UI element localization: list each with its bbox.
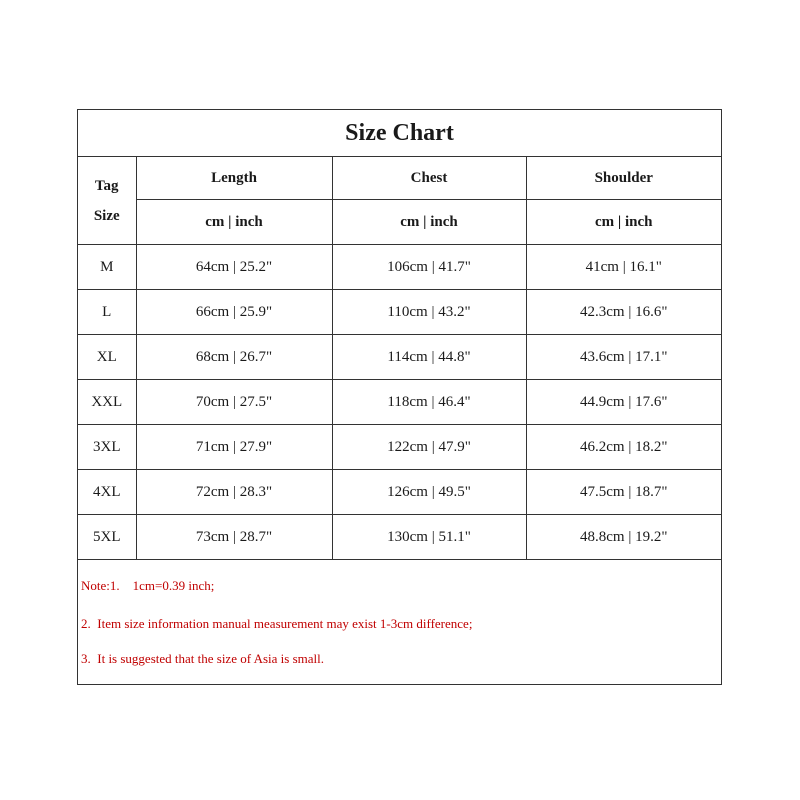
header-row xyxy=(78,157,721,200)
table-row xyxy=(78,245,721,290)
tag-size-header-line2: Size xyxy=(93,207,120,224)
shoulder-cell: 42.3cm | 16.6" xyxy=(526,290,721,335)
chest-cell: 106cm | 41.7" xyxy=(332,245,526,290)
chest-cell: 122cm | 47.9" xyxy=(332,425,526,470)
length-cell: 71cm | 27.9" xyxy=(136,425,332,470)
chest-cell: 114cm | 44.8" xyxy=(332,335,526,380)
shoulder-cell: 43.6cm | 17.1" xyxy=(526,335,721,380)
size-cell: L xyxy=(78,290,136,335)
chart-title: Size Chart xyxy=(78,110,721,157)
size-cell: 4XL xyxy=(78,470,136,515)
shoulder-cell: 46.2cm | 18.2" xyxy=(526,425,721,470)
size-cell: XL xyxy=(78,335,136,380)
table-row xyxy=(78,470,721,515)
length-unit: cm | inch xyxy=(136,200,332,245)
table-row xyxy=(78,380,721,425)
length-cell: 70cm | 27.5" xyxy=(136,380,332,425)
shoulder-unit: cm | inch xyxy=(526,200,721,245)
length-cell: 72cm | 28.3" xyxy=(136,470,332,515)
size-table xyxy=(78,157,721,559)
length-cell: 68cm | 26.7" xyxy=(136,335,332,380)
size-cell: 5XL xyxy=(78,515,136,560)
chest-cell: 130cm | 51.1" xyxy=(332,515,526,560)
length-cell: 66cm | 25.9" xyxy=(136,290,332,335)
table-row xyxy=(78,425,721,470)
tag-size-header xyxy=(78,157,136,245)
table-row xyxy=(78,335,721,380)
unit-row xyxy=(78,200,721,245)
size-chart xyxy=(77,109,722,685)
chest-header: Chest xyxy=(332,157,526,200)
shoulder-cell: 48.8cm | 19.2" xyxy=(526,515,721,560)
note-line: Note:1. 1cm=0.39 inch; xyxy=(81,578,215,593)
chest-cell: 118cm | 46.4" xyxy=(332,380,526,425)
table-row xyxy=(78,515,721,560)
chest-cell: 126cm | 49.5" xyxy=(332,470,526,515)
length-header: Length xyxy=(136,157,332,200)
note-line: 2. Item size information manual measurement may exist 1-3cm difference; xyxy=(81,616,473,631)
size-cell: 3XL xyxy=(78,425,136,470)
notes-section xyxy=(78,559,721,684)
shoulder-cell: 44.9cm | 17.6" xyxy=(526,380,721,425)
chest-cell: 110cm | 43.2" xyxy=(332,290,526,335)
chest-unit: cm | inch xyxy=(332,200,526,245)
size-cell: M xyxy=(78,245,136,290)
length-cell: 64cm | 25.2" xyxy=(136,245,332,290)
table-row xyxy=(78,290,721,335)
shoulder-cell: 41cm | 16.1" xyxy=(526,245,721,290)
note-line: 3. It is suggested that the size of Asia is small. xyxy=(81,651,324,666)
tag-size-header-line1: Tag xyxy=(94,177,119,194)
size-cell: XXL xyxy=(78,380,136,425)
length-cell: 73cm | 28.7" xyxy=(136,515,332,560)
shoulder-header: Shoulder xyxy=(526,157,721,200)
shoulder-cell: 47.5cm | 18.7" xyxy=(526,470,721,515)
